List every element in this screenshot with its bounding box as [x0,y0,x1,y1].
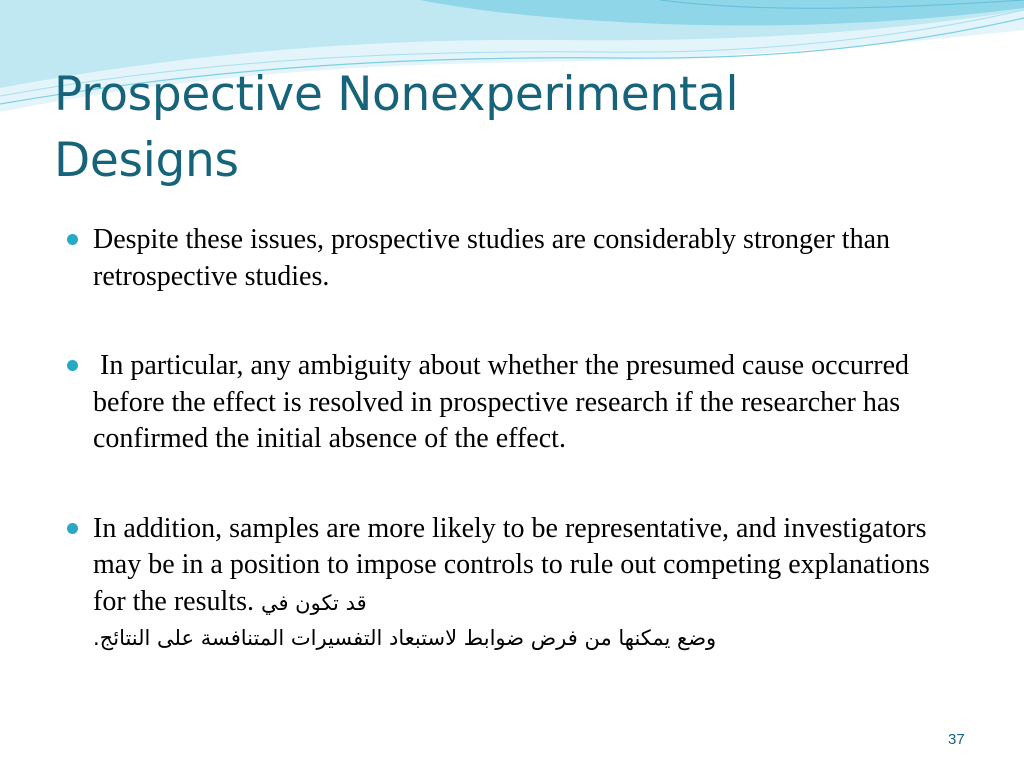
bullet-item-1 [64,222,964,295]
bullet-item-2 [64,348,964,458]
page-number: 37 [948,731,965,748]
bullet-dot-icon [67,523,78,534]
bullet-list [64,222,964,708]
arabic-text-inline: قد تكون في [260,590,367,615]
bullet-text: In particular, any ambiguity about whether the presumed cause occurred before the effect is resolved in prospective research if the researcher has confirmed the initial absence of the effect. [93,350,917,454]
arabic-text-line: وضع يمكنها من فرض ضوابط لاستبعاد التفسيرات المتنافسة على النتائج. [93,626,717,650]
slide-title-line-1: Prospective Nonexperimental [54,67,739,122]
slide-title [54,62,974,194]
bullet-dot-icon [67,360,78,371]
bullet-text: Despite these issues, prospective studies are considerably stronger than retrospective studies. [93,224,891,292]
bullet-text: In addition, samples are more likely to be representative, and investigators may be in a position to impose controls to rule out competing explanations for the results. [93,512,930,617]
slide-title-line-2: Designs [54,133,239,188]
bullet-dot-icon [67,234,78,245]
bullet-item-3 [64,511,964,656]
